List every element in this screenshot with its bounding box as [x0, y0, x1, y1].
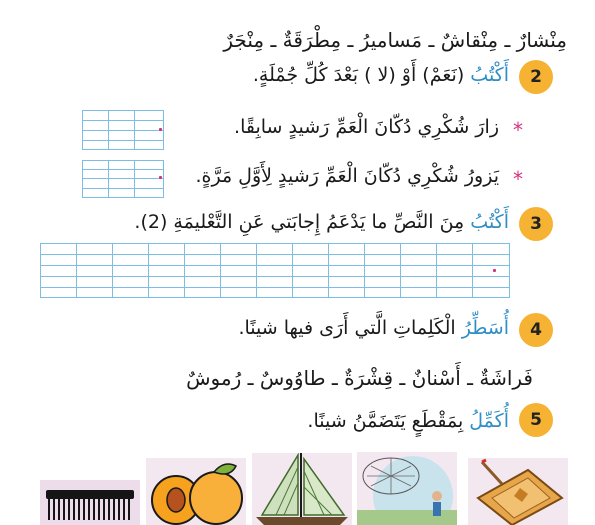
chessboard-icon [468, 458, 568, 525]
exercise-5-number: 5 [519, 403, 553, 437]
word[interactable]: قِشْرَةٌ [344, 366, 394, 390]
exercise-2-instruction: أَكْتُبُ (نَعَمْ) أَوْ (لا ) بَعْدَ كُلِّ جُمْلَةٍ. [252, 64, 509, 86]
exercise-2-sentence-1: زارَ شُكْرِي دُكّانَ الْعَمِّ رَشيدٍ سابِقًا. [234, 116, 499, 138]
exercise-5-verb: أُكَمِّلُ [469, 410, 509, 432]
answer-box-2[interactable] [82, 160, 164, 198]
word: مِنْشارٌ [516, 28, 567, 52]
bullet-icon: * [513, 118, 523, 142]
apricot-icon [146, 458, 246, 525]
word[interactable]: أَسْنانٌ [411, 366, 461, 390]
word[interactable]: طاوُوسٌ [259, 366, 326, 390]
comb-icon [40, 478, 140, 525]
exercise-2-sentence-2: يَزورُ شُكْرِي دُكّانَ الْعَمِّ رَشيدٍ لِأَوَّلِ مَرَّةٍ. [195, 165, 499, 187]
word[interactable]: فَراشَةٌ [479, 366, 533, 390]
word: مَساميرُ [359, 28, 423, 52]
word-list-top: مِنْشارٌ ـ مِنْقاشٌ ـ مَساميرُ ـ مِطْرَقَةٌ ـ مِنْجَرٌ [223, 28, 567, 52]
answer-box-1[interactable] [82, 110, 164, 150]
exercise-3-number: 3 [519, 207, 553, 241]
exercise-5-instruction: أُكَمِّلُ بِمَقْطَعٍ يَتَضَمَّنُ شينًا. [307, 410, 509, 432]
exercise-4-verb: أُسَطِّرُ [461, 317, 509, 339]
bullet-icon: * [513, 167, 523, 191]
answer-area-3[interactable] [40, 243, 510, 298]
fishing-net-icon [357, 452, 457, 525]
word: مِنْقاشٌ [440, 28, 499, 52]
word: مِنْجَرٌ [223, 28, 265, 52]
exercise-4-number: 4 [519, 313, 553, 347]
word[interactable]: رُموشٌ [186, 366, 242, 390]
exercise-3-verb: أَكْتُبُ [470, 211, 509, 233]
exercise-2-verb: أَكْتُبُ [470, 64, 509, 86]
exercise-4-word-list: فَراشَةٌ ـ أَسْنانٌ ـ قِشْرَةٌ ـ طاوُوسٌ ـ رُموشٌ [186, 366, 533, 390]
exercise-2-number: 2 [519, 60, 553, 94]
exercise-3-instruction: أَكْتُبُ مِنَ النَّصِّ ما يَدْعَمُ إِجابَتي عَنِ التَّعْليمَةِ (2). [134, 211, 509, 233]
sailboat-icon [252, 453, 352, 525]
exercise-4-instruction: أُسَطِّرُ الْكَلِماتِ الَّتي أَرَى فيها شينًا. [238, 317, 509, 339]
word: مِطْرَقَةٌ [282, 28, 342, 52]
